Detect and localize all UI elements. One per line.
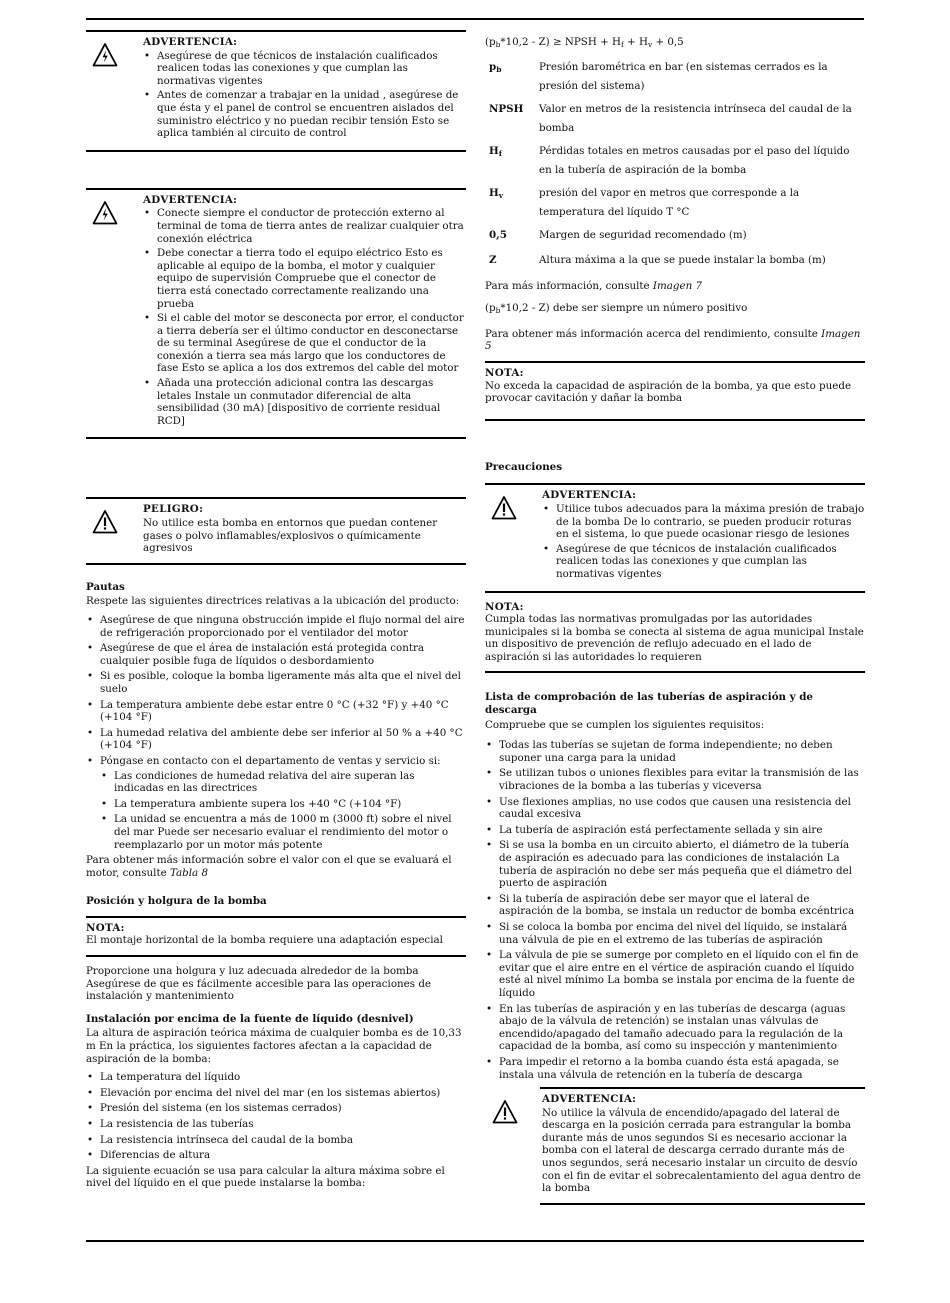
section-heading-desnivel: Instalación por encima de la fuente de líquido (desnivel) <box>86 1012 414 1025</box>
list-item: • Para impedir el retorno a la bomba cuando ésta está apagada, se instala una válvula de retención en la tubería de descarga <box>485 1056 865 1081</box>
right-column <box>485 36 865 1205</box>
list-item: • La válvula de pie se sumerge por completo en el líquido con el fin de evitar que el aire entre en el vértice de aspiración cuando el líquido esté al nivel mínimo La bomba se instala por encima de la fuente de líquido <box>485 949 865 999</box>
list-item: • Todas las tuberías se sujetan de forma independiente; no deben suponer una carga para la unidad <box>485 739 865 764</box>
definition-symbol: Hv <box>489 186 504 200</box>
section-heading-lista: Lista de comprobación de las tuberías de aspiración y de descarga <box>485 691 813 717</box>
warning-title: ADVERTENCIA: <box>143 193 238 206</box>
definition-symbol: pb <box>489 60 502 74</box>
definition-symbol: Z <box>489 253 497 266</box>
equation-subscript: f <box>621 40 624 49</box>
warning-text: No utilice la válvula de encendido/apagado del lateral de descarga en la posición cerrada para estrangular la bomba durante más de unos segundos Si es necesario accionar la bomba con el lateral de descarga cerrado durante más de unos segundos, será necesario instalar un circuito de desvío con el fin de evitar el sobrecalentamiento del agua dentro de la bomba <box>542 1106 861 1195</box>
list-item: • Si es posible, coloque la bomba ligeramente más alta que el nivel del suelo <box>86 670 466 695</box>
more-info <box>485 280 865 293</box>
note-box <box>485 597 865 674</box>
sub-list <box>100 770 466 852</box>
warning-list <box>143 50 466 140</box>
definition-symbol: Hf <box>489 144 502 158</box>
list-item: • Utilice tubos adecuados para la máxima presión de trabajo de la bomba De lo contrario, se pueden producir roturas en el sistema, lo que puede ocasionar riesgo de lesiones <box>542 503 865 541</box>
list-item: • Si el cable del motor se desconecta por error, el conductor a tierra debería ser el último conductor en desconectarse de su terminal Asegúrese de que el conductor de la conexión a tierra sea más largo que los conductores de fase Esto se aplica a los dos extremos del cable del motor <box>143 312 466 375</box>
posicion-text: Proporcione una holgura y luz adecuada alrededor de la bomba Asegúrese de que es fácilmente accesible para las operaciones de instalación y mantenimiento <box>86 965 432 1003</box>
desnivel-intro: La altura de aspiración teórica máxima de cualquier bomba es de 10,33 m En la práctica, los siguientes factores afectan a la capacidad de aspiración de la bomba: <box>86 1027 462 1065</box>
sub-list-item: • Las condiciones de humedad relativa del aire superan las indicadas en las directrices <box>100 770 466 795</box>
definition-symbol: NPSH <box>489 102 524 115</box>
warning-box <box>485 483 865 592</box>
list-item: • Elevación por encima del nivel del mar (en los sistemas abiertos) <box>86 1087 466 1100</box>
definition-text: Pérdidas totales en metros causadas por el paso del líquido en la tubería de aspiración de la bomba <box>539 144 850 176</box>
sub-list-item: • La temperatura ambiente supera los +40 °C (+104 °F) <box>100 798 466 811</box>
perf-info-text: Para obtener más información acerca del rendimiento, consulte <box>485 327 822 340</box>
warning-electrical-box <box>86 30 466 152</box>
warning-list <box>143 207 466 427</box>
left-column <box>86 30 466 1190</box>
equation-subscript: v <box>647 40 653 49</box>
list-item: • En las tuberías de aspiración y en las tuberías de descarga (aguas abajo de la válvula de retención) se instalan unas válvulas de encendido/apagado del tamaño adecuado para la regulación de la capacidad de la bomba, así como su inspección y mantenimiento <box>485 1003 865 1053</box>
definition-row <box>485 58 865 100</box>
warning-title: ADVERTENCIA: <box>143 36 238 48</box>
section-heading-precauciones: Precauciones <box>485 460 563 473</box>
definition-text: Margen de seguridad recomendado (m) <box>539 228 747 241</box>
list-item: • Diferencias de altura <box>86 1149 466 1162</box>
note-title: NOTA: <box>485 600 524 613</box>
list-item: • Use flexiones amplias, no use codos que causen una resistencia del caudal excesiva <box>485 796 865 821</box>
perf-info <box>485 328 865 353</box>
equation-part: + 0,5 <box>652 36 684 48</box>
image-reference-link[interactable]: Imagen 7 <box>652 279 703 292</box>
warning-title: ADVERTENCIA: <box>542 489 637 502</box>
equation-part: + H <box>623 36 648 48</box>
note-text: El montaje horizontal de la bomba requiere una adaptación especial <box>86 934 443 947</box>
pautas-outro <box>86 854 466 879</box>
list-item: • La resistencia de las tuberías <box>86 1118 466 1131</box>
electrical-hazard-icon <box>92 200 118 226</box>
list-item: • Si se coloca la bomba por encima del nivel del líquido, se instalará una válvula de pie en el extremo de las tuberías de aspiración <box>485 921 865 946</box>
desnivel-list <box>86 1071 466 1162</box>
positive-part: *10,2 - Z) debe ser siempre un número positivo <box>500 302 748 315</box>
list-item: • Asegúrese de que técnicos de instalación cualificados realicen todas las conexiones y que cumplan las normativas vigentes <box>143 50 466 88</box>
list-item: • Antes de comenzar a trabajar en la unidad , asegúrese de que ésta y el panel de control se encuentren aislados del suministro eléctrico y no puedan recibir tensión Esto se aplica también al circuito de control <box>143 89 466 139</box>
table-reference-link[interactable]: Tabla 8 <box>169 866 209 879</box>
list-item: • Asegúrese de que el área de instalación está protegida contra cualquier posible fuga de líquidos o desbordamiento <box>86 642 466 667</box>
warning-list <box>542 503 865 581</box>
note-text: Cumpla todas las normativas promulgadas por las autoridades municipales si la bomba se conecta al sistema de agua municipal Instale un dispositivo de prevención de reflujo adecuado en el lado de aspiración si las autoridades lo requieren <box>485 613 864 663</box>
warning-grounding-box <box>86 188 466 440</box>
definition-row <box>485 226 865 251</box>
equation <box>485 36 865 52</box>
definition-text: Altura máxima a la que se puede instalar la bomba (m) <box>539 253 826 266</box>
list-item: • La tubería de aspiración está perfectamente sellada y sin aire <box>485 824 865 837</box>
warning-box <box>540 1087 865 1205</box>
list-item: • Debe conectar a tierra todo el equipo eléctrico Esto es aplicable al equipo de la bomba, el motor y cualquier equipo de supervisión Compruebe que el conector de tierra está conectado correctamente realizando una prueba <box>143 247 466 310</box>
desnivel-outro: La siguiente ecuación se usa para calcular la altura máxima sobre el nivel del líquido en el que puede instalarse la bomba: <box>86 1164 445 1190</box>
danger-title: PELIGRO: <box>143 503 204 516</box>
header-rule <box>86 18 864 20</box>
list-item-text: Póngase en contacto con el departamento de ventas y servicio si: <box>100 754 441 767</box>
note-text: No exceda la capacidad de aspiración de la bomba, ya que esto puede provocar cavitación y dañar la bomba <box>485 379 852 405</box>
list-item: • La resistencia intrínseca del caudal de la bomba <box>86 1134 466 1147</box>
list-item: • Se utilizan tubos o uniones flexibles para evitar la transmisión de las vibraciones de la bomba a las tuberías y viceversa <box>485 767 865 792</box>
warning-triangle-icon <box>491 495 517 521</box>
definition-text: Presión barométrica en bar (en sistemas cerrados es la presión del sistema) <box>539 60 828 92</box>
list-item: • Si se usa la bomba en un circuito abierto, el diámetro de la tubería de aspiración es adecuado para las condiciones de instalación La tubería de aspiración no debe ser más pequeña que el diámetro del puerto de aspiración <box>485 839 865 889</box>
definition-text: Valor en metros de la resistencia intrínseca del caudal de la bomba <box>539 102 852 134</box>
list-item: • La humedad relativa del ambiente debe ser inferior al 50 % a +40 °C (+104 °F) <box>86 727 466 752</box>
pautas-outro-text: Para obtener más información sobre el valor con el que se evaluará el motor, consulte <box>86 854 452 879</box>
note-box <box>485 361 865 421</box>
list-item: • Añada una protección adicional contra las descargas letales Instale un conmutador diferencial de alta sensibilidad (30 mA) [dispositivo de corriente residual RCD] <box>143 377 466 427</box>
lista-intro: Compruebe que se cumplen los siguientes requisitos: <box>485 718 765 731</box>
electrical-hazard-icon <box>92 42 118 68</box>
positive-part: (p <box>485 302 496 315</box>
image-reference-link[interactable]: Imagen 5 <box>485 327 861 353</box>
definitions-table <box>485 58 865 276</box>
section-heading-pautas: Pautas <box>86 580 125 593</box>
danger-box <box>86 497 466 564</box>
positive-note <box>485 302 865 318</box>
equation-part: (p <box>485 36 496 48</box>
definition-text: presión del vapor en metros que corresponde a la temperatura del líquido T °C <box>539 186 800 218</box>
list-item: • Presión del sistema (en los sistemas cerrados) <box>86 1102 466 1115</box>
list-item: • Asegúrese de que ninguna obstrucción impide el flujo normal del aire de refrigeración proporcionado por el ventilador del motor <box>86 614 466 639</box>
definition-row <box>485 251 865 276</box>
list-item: • Asegúrese de que técnicos de instalación cualificados realicen todas las conexiones y que cumplan las normativas vigentes <box>542 543 865 581</box>
warning-triangle-icon <box>92 509 118 535</box>
definition-row <box>485 142 865 184</box>
footer-rule <box>86 1240 864 1242</box>
definition-symbol: 0,5 <box>489 228 507 241</box>
list-item: • La temperatura ambiente debe estar entre 0 °C (+32 °F) y +40 °C (+104 °F) <box>86 699 466 724</box>
definition-row <box>485 184 865 226</box>
more-info-text: Para más información, consulte <box>485 279 653 292</box>
section-heading-posicion: Posición y holgura de la bomba <box>86 895 267 908</box>
pautas-intro: Respete las siguientes directrices relativas a la ubicación del producto: <box>86 595 460 608</box>
equation-part: *10,2 - Z) ≥ NPSH + H <box>500 36 621 48</box>
equation-subscript: b <box>495 40 501 49</box>
danger-text: No utilice esta bomba en entornos que puedan contener gases o polvo inflamables/explosivos o químicamente agresivos <box>143 517 438 555</box>
sub-list-item: • La unidad se encuentra a más de 1000 m (3000 ft) sobre el nivel del mar Puede ser necesario evaluar el rendimiento del motor o reemplazarlo por un motor más potente <box>100 813 466 851</box>
warning-triangle-icon <box>492 1099 518 1125</box>
definition-row <box>485 100 865 142</box>
list-item <box>86 755 466 851</box>
warning-title: ADVERTENCIA: <box>542 1093 637 1106</box>
list-item: • Si la tubería de aspiración debe ser mayor que el lateral de aspiración de la bomba, se instala un reductor de bomba excéntrica <box>485 893 865 918</box>
positive-subscript: b <box>495 306 501 316</box>
lista-list <box>485 739 865 1081</box>
pautas-list <box>86 614 466 851</box>
list-item: • Conecte siempre el conductor de protección externo al terminal de toma de tierra antes de realizar cualquier otra conexión eléctrica <box>143 207 466 245</box>
note-box <box>86 916 466 957</box>
list-item: • La temperatura del líquido <box>86 1071 466 1084</box>
note-title: NOTA: <box>485 366 524 379</box>
note-title: NOTA: <box>86 921 125 934</box>
